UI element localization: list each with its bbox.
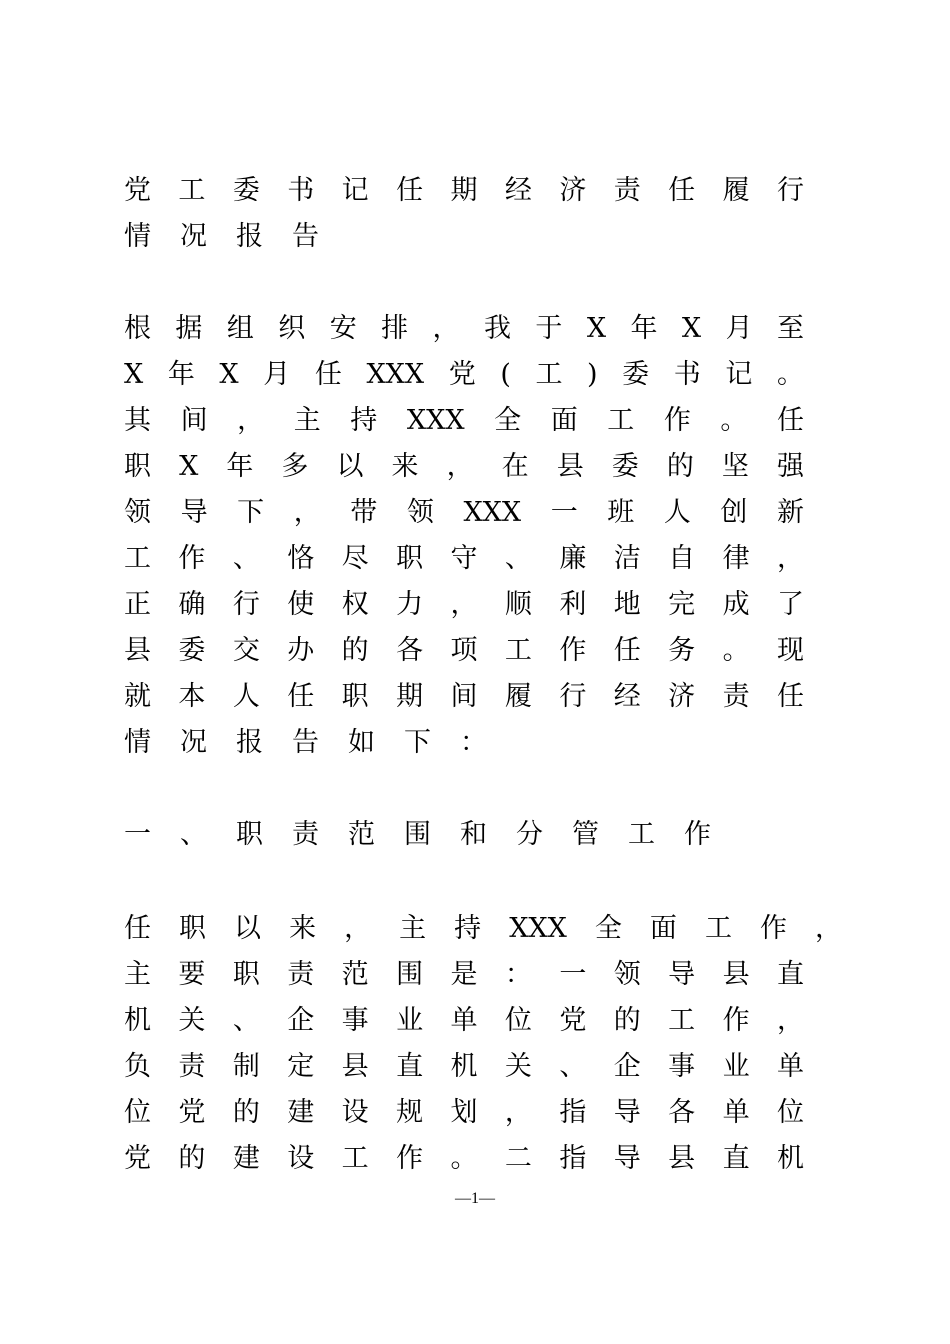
document-title-line-1: 党工委书记任期经济责任履行 (124, 175, 804, 206)
section-line-2: 主要职责范围是：一领导县直 (124, 959, 804, 990)
section-line-4: 负责制定县直机关、企事业单 (124, 1051, 804, 1082)
page-number: —1— (455, 1190, 495, 1207)
intro-line-6: 工作、恪尽职守、廉洁自律， (124, 543, 804, 574)
section-line-6: 党的建设工作。二指导县直机 (124, 1143, 804, 1174)
section-line-1: 任职以来，主持XXX全面工作， (124, 913, 842, 944)
intro-line-5: 领导下，带领XXX一班人创新 (124, 497, 804, 528)
intro-line-10: 情况报告如下： (124, 727, 516, 758)
intro-line-1: 根据组织安排，我于X年X月至 (124, 313, 804, 344)
intro-line-3: 其间，主持XXX全面工作。任 (124, 405, 804, 436)
intro-line-7: 正确行使权力，顺利地完成了 (124, 589, 804, 620)
section-line-3: 机关、企事业单位党的工作， (124, 1005, 804, 1036)
section-line-5: 位党的建设规划，指导各单位 (124, 1097, 804, 1128)
section-heading: 一、职责范围和分管工作 (124, 819, 740, 850)
intro-line-9: 就本人任职期间履行经济责任 (124, 681, 804, 712)
intro-line-4: 职X年多以来，在县委的坚强 (124, 451, 804, 482)
intro-line-8: 县委交办的各项工作任务。现 (124, 635, 804, 666)
intro-line-2: X年X月任XXX党(工)委书记。 (124, 359, 804, 390)
document-title-line-2: 情况报告 (124, 221, 348, 252)
